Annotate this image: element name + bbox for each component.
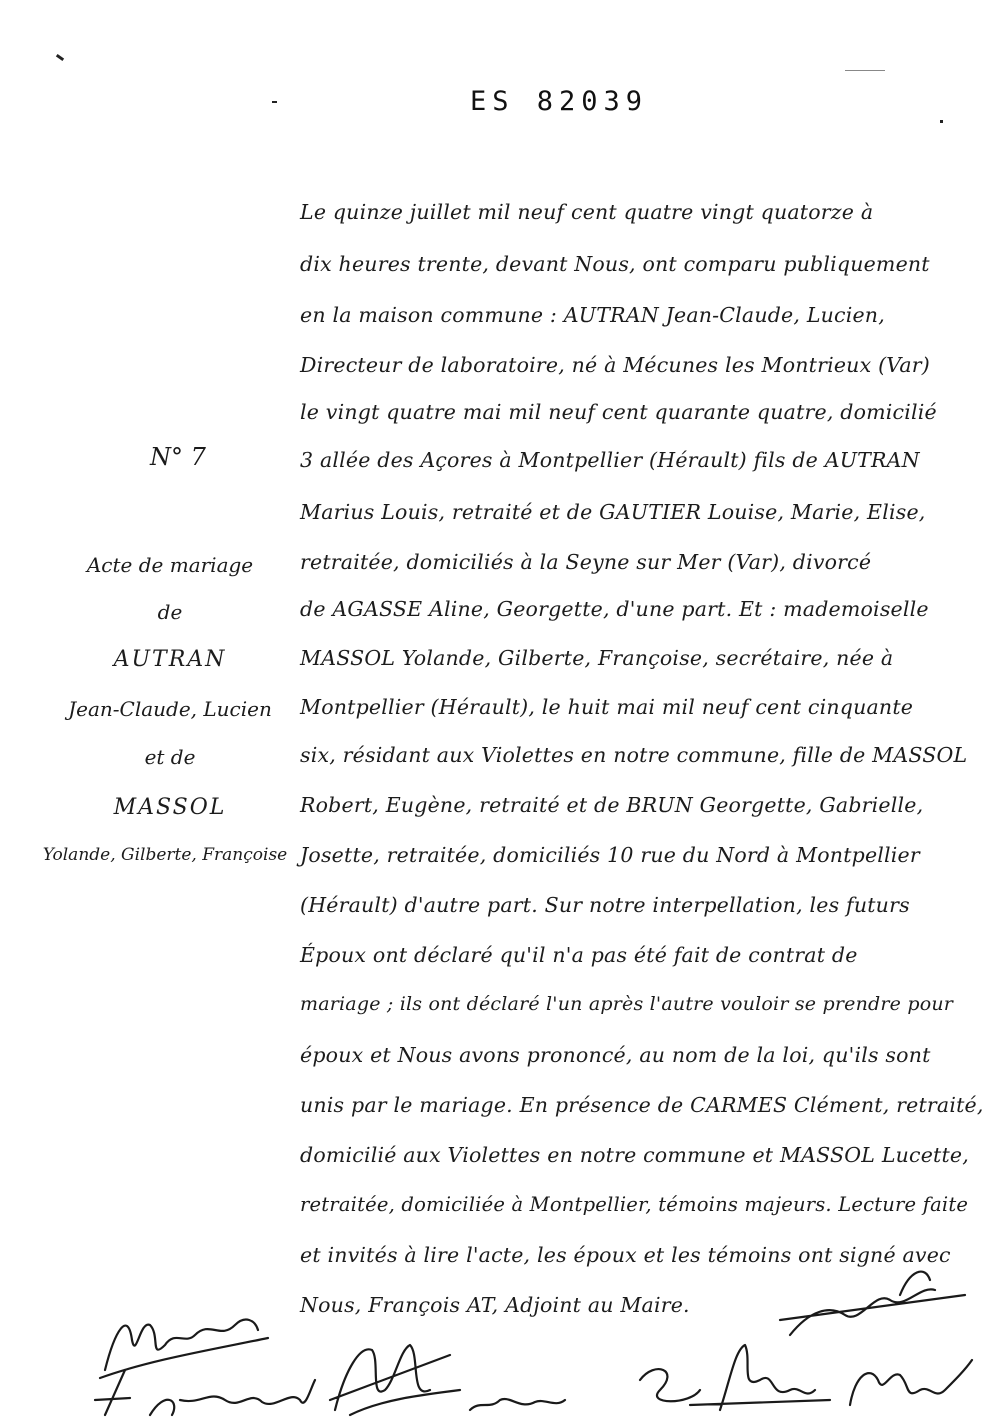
body-line: de AGASSE Aline, Georgette, d'une part. Et : mademoiselle <box>300 597 929 621</box>
body-line: en la maison commune : AUTRAN Jean-Claude, Lucien, <box>300 303 885 327</box>
signature-small <box>470 1399 565 1410</box>
body-line: unis par le mariage. En présence de CARMES Clément, retraité, <box>300 1093 984 1117</box>
signature-carmes <box>780 1272 965 1335</box>
body-line: Robert, Eugène, retraité et de BRUN Georgette, Gabrielle, <box>300 793 924 817</box>
body-line: retraitée, domiciliés à la Seyne sur Mer (Var), divorcé <box>300 550 872 574</box>
signature-massol-right <box>640 1345 830 1410</box>
margin-line: Yolande, Gilberte, Françoise <box>42 845 288 865</box>
body-line: Montpellier (Hérault), le huit mai mil neuf cent cinquante <box>300 695 914 719</box>
signature-at <box>330 1345 460 1415</box>
margin-line: MASSOL <box>113 795 227 820</box>
body-line: Nous, François AT, Adjoint au Maire. <box>300 1293 690 1317</box>
body-line: et invités à lire l'acte, les époux et les témoins ont signé avec <box>300 1243 951 1267</box>
signature-lucette <box>850 1360 972 1405</box>
body-line: Josette, retraitée, domiciliés 10 rue du Nord à Montpellier <box>300 843 920 867</box>
scan-mark <box>56 54 64 61</box>
body-line: dix heures trente, devant Nous, ont comparu publiquement <box>300 252 930 276</box>
body-line: Époux ont déclaré qu'il n'a pas été fait de contrat de <box>300 943 858 967</box>
margin-line: de <box>157 600 183 624</box>
body-line: (Hérault) d'autre part. Sur notre interpellation, les futurs <box>300 893 910 917</box>
scan-mark <box>845 70 885 71</box>
margin-line: AUTRAN <box>113 647 227 672</box>
body-line: époux et Nous avons prononcé, au nom de la loi, qu'ils sont <box>300 1043 931 1067</box>
body-line: Directeur de laboratoire, né à Mécunes les Montrieux (Var) <box>300 353 931 377</box>
scan-mark <box>272 101 277 103</box>
body-line: retraitée, domiciliée à Montpellier, témoins majeurs. Lecture faite <box>300 1193 969 1216</box>
body-line: le vingt quatre mai mil neuf cent quarante quatre, domicilié <box>300 400 937 424</box>
acte-number: N° 7 <box>150 443 206 471</box>
body-line: six, résidant aux Violettes en notre commune, fille de MASSOL <box>300 743 968 767</box>
body-line: domicilié aux Violettes en notre commune et MASSOL Lucette, <box>300 1143 969 1167</box>
body-line: MASSOL Yolande, Gilberte, Françoise, secrétaire, née à <box>300 646 894 670</box>
signatures-area <box>0 1250 1000 1420</box>
document-reference: ES 82039 <box>470 86 649 117</box>
margin-line: Jean-Claude, Lucien <box>68 697 272 721</box>
body-line: Marius Louis, retraité et de GAUTIER Louise, Marie, Elise, <box>300 500 926 524</box>
margin-line: Acte de mariage <box>86 553 254 577</box>
margin-line: et de <box>144 745 196 769</box>
body-line: 3 allée des Açores à Montpellier (Hérault) fils de AUTRAN <box>300 448 920 472</box>
body-line: Le quinze juillet mil neuf cent quatre vingt quatorze à <box>300 200 874 224</box>
scan-mark <box>940 120 943 123</box>
signature-dutray <box>150 1380 315 1415</box>
body-line: mariage ; ils ont déclaré l'un après l'autre vouloir se prendre pour <box>300 993 954 1015</box>
